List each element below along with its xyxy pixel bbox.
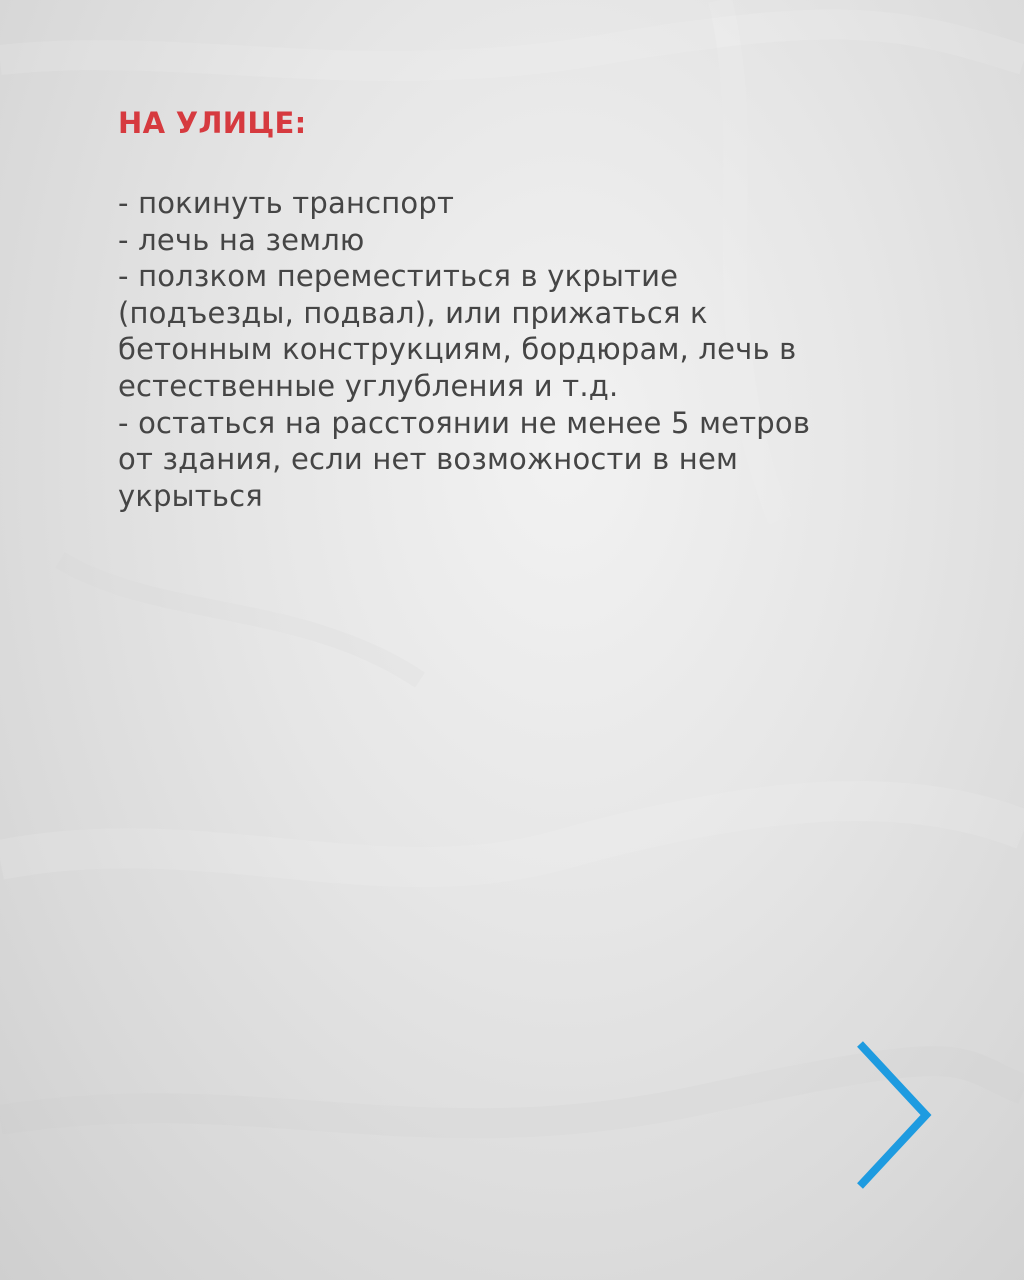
instruction-line: - остаться на расстоянии не менее 5 метров (118, 405, 811, 440)
instruction-line: - лечь на землю (118, 222, 365, 257)
instruction-line: - покинуть транспорт (118, 186, 455, 220)
instruction-line: бетонным конструкциям, бордюрам, лечь в (118, 332, 797, 367)
chevron-right-icon[interactable] (850, 1038, 940, 1198)
instructions-list (118, 185, 938, 514)
instruction-line: (подъезды, подвал), или прижаться к (118, 295, 708, 330)
instruction-line: естественные углубления и т.д. (118, 368, 619, 403)
instruction-line: укрыться (118, 478, 263, 513)
instruction-line: - ползком переместиться в укрытие (118, 259, 679, 294)
section-heading: НА УЛИЦЕ: (118, 106, 307, 140)
instruction-line: от здания, если нет возможности в нем (118, 442, 739, 477)
